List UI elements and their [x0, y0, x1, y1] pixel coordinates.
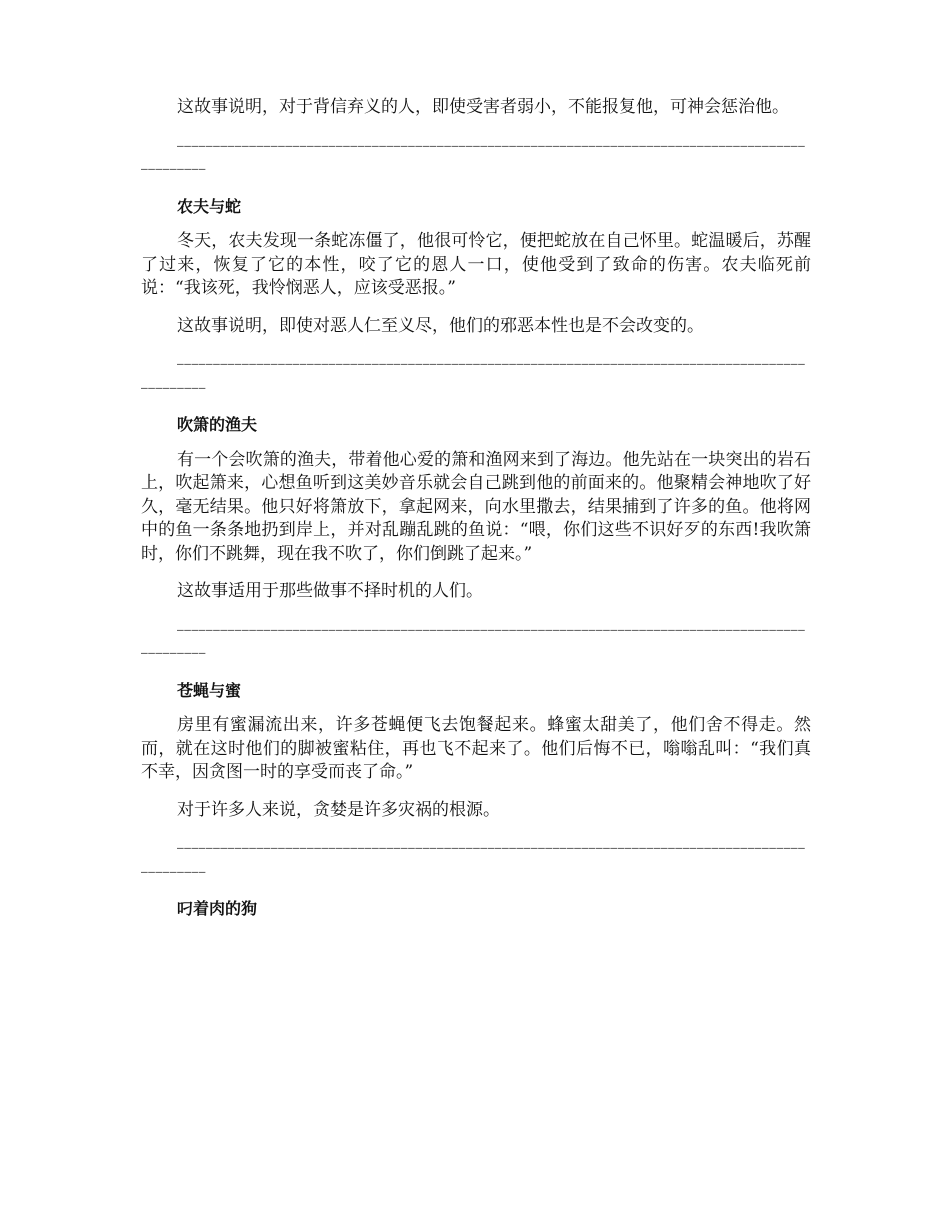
fable-moral: 这故事说明，即使对恶人仁至义尽，他们的邪恶本性也是不会改变的。 [177, 315, 704, 336]
separator-line: ———————————————————————————————————————————————————————————————————————————————————————————————— [141, 138, 806, 175]
fable-title: 吹箫的渔夫 [177, 415, 258, 434]
fable-title: 叼着肉的狗 [177, 899, 258, 918]
separator-line: ———————————————————————————————————————————————————————————————————————————————————————————————— [141, 622, 806, 659]
fable-title: 苍蝇与蜜 [177, 680, 242, 700]
fable-story: 冬天，农夫发现一条蛇冻僵了，他很可怜它，便把蛇放在自己怀里。蛇温暖后，苏醒了过来，恢复了它的本性，咬了它的恩人一口，使他受到了致命的伤害。农夫临死前说：“我该死，我怜悯恶人，应该受恶报。” [141, 231, 811, 298]
fable-story: 有一个会吹箫的渔夫，带着他心爱的箫和渔网来到了海边。他先站在一块突出的岩石上，吹起箫来，心想鱼听到这美妙音乐就会自己跳到他的前面来的。他聚精会神地吹了好久，毫无结果。他只好将箫放下，拿起网来，向水里撒去，结果捕到了许多的鱼。他将网中的鱼一条条地扔到岸上，并对乱蹦乱跳的鱼说：“喂，你们这些不识好歹的东西!我吹箫时，你们不跳舞，现在我不吹了，你们倒跳了起来。” [141, 449, 811, 564]
separator-line: ———————————————————————————————————————————————————————————————————————————————————————————————— [141, 841, 806, 878]
fable-moral: 对于许多人来说，贪婪是许多灾祸的根源。 [177, 799, 500, 820]
fable-moral: 这故事适用于那些做事不择时机的人们。 [177, 581, 483, 601]
separator-line: ———————————————————————————————————————————————————————————————————————————————————————————————— [141, 357, 806, 394]
fable-story: 房里有蜜漏流出来，许多苍蝇便飞去饱餐起来。蜂蜜太甜美了，他们舍不得走。然而，就在这时他们的脚被蜜粘住，再也飞不起来了。他们后悔不已，嗡嗡乱叫：“我们真不幸，因贪图一时的享受而丧了命。” [141, 715, 811, 782]
document-page [141, 96, 811, 921]
intro-moral: 这故事说明，对于背信弃义的人，即使受害者弱小，不能报复他，可神会惩治他。 [177, 97, 789, 117]
fable-title: 农夫与蛇 [177, 196, 242, 216]
